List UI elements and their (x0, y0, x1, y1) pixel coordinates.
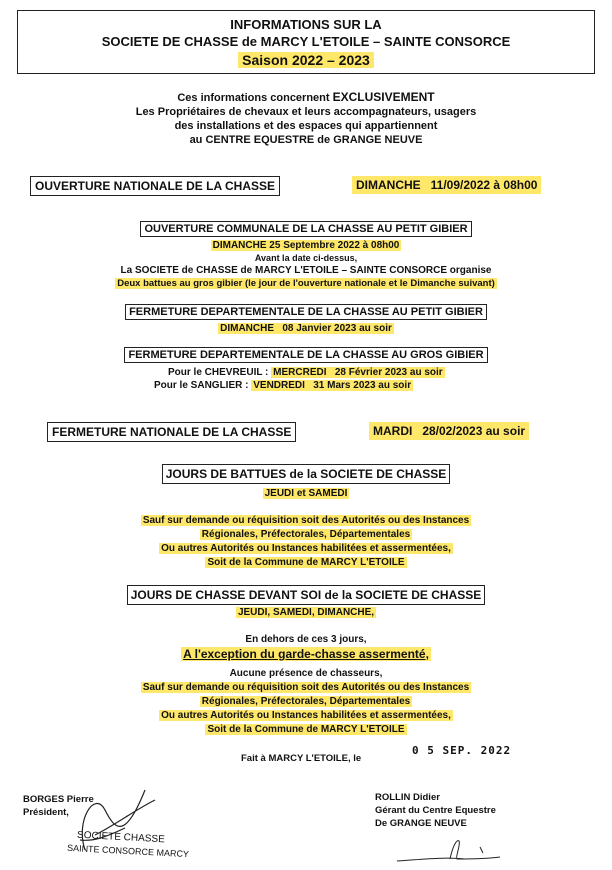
hunting-cond1: Sauf sur demande ou réquisition soit des Autorités ou des Instances (142, 682, 470, 693)
roe-prefix: Pour le CHEVREUIL : (168, 367, 272, 378)
intro-line1 (0, 90, 612, 105)
communal-opening-label: OUVERTURE COMMUNALE DE LA CHASSE AU PETIT GIBIER (140, 221, 471, 237)
battue-days-value: JEUDI et SAMEDI (264, 488, 348, 499)
title-line2: SOCIETE DE CHASSE de MARCY L'ETOILE – SAINTE CONSORCE (101, 34, 511, 49)
hunting-exception: A l'exception du garde-chasse assermenté, (183, 647, 429, 661)
intro-line3: des installations et des espaces qui appartiennent (174, 120, 438, 132)
season-label: Saison 2022 – 2023 (238, 52, 374, 68)
right-signatory-role1: Gérant du Centre Equestre (375, 805, 496, 816)
right-handwritten-signature (395, 835, 525, 867)
hunting-days-label: JOURS DE CHASSE DEVANT SOI de la SOCIETE DE CHASSE (127, 585, 486, 605)
battue-cond1: Sauf sur demande ou réquisition soit des Autorités ou des Instances (142, 515, 470, 526)
hunting-cond2: Régionales, Préfectorales, Départementales (201, 696, 411, 707)
national-opening-label: OUVERTURE NATIONALE DE LA CHASSE (30, 176, 280, 196)
boar-line (154, 379, 413, 392)
communal-note2: La SOCIETE de CHASSE de MARCY L'ETOILE – SAINTE CONSORCE organise (120, 265, 492, 276)
national-closing-date: MARDI 28/02/2023 au soir (369, 422, 529, 440)
made-at: Fait à MARCY L'ETOILE, le (241, 753, 362, 764)
left-signatory-name: BORGES Pierre (23, 794, 94, 805)
small-game-closing-date: DIMANCHE 08 Janvier 2023 au soir (220, 323, 392, 334)
communal-opening-block (0, 223, 612, 235)
intro-prefix: Ces informations concernent (177, 92, 333, 104)
right-signatory-name: ROLLIN Didier (375, 792, 440, 803)
left-handwritten-signature (55, 780, 165, 860)
national-opening-date: DIMANCHE 11/09/2022 à 08h00 (352, 176, 541, 194)
intro-line2: Les Propriétaires de chevaux et leurs accompagnateurs, usagers (135, 106, 477, 118)
communal-opening-date: DIMANCHE 25 Septembre 2022 à 08h00 (212, 240, 400, 251)
title-box (17, 10, 595, 74)
left-stamp-line2: SAINTE CONSORCE MARCY (66, 842, 190, 860)
big-game-closing-label: FERMETURE DEPARTEMENTALE DE LA CHASSE AU GROS GIBIER (124, 347, 487, 363)
left-stamp-line1: SOCIETE CHASSE (76, 829, 166, 846)
boar-date: VENDREDI 31 Mars 2023 au soir (253, 380, 412, 391)
battue-cond2: Régionales, Préfectorales, Départementales (201, 529, 411, 540)
national-closing-label: FERMETURE NATIONALE DE LA CHASSE (47, 422, 296, 442)
hunting-no-presence: Aucune présence de chasseurs, (229, 668, 383, 679)
intro-emphasis: EXCLUSIVEMENT (332, 90, 435, 104)
hunting-cond4: Soit de la Commune de MARCY L'ETOILE (207, 724, 405, 735)
intro-block (0, 90, 612, 147)
hunting-days-value: JEUDI, SAMEDI, DIMANCHE, (237, 607, 375, 618)
date-stamp: 0 5 SEP. 2022 (412, 744, 512, 757)
roe-date: MERCREDI 28 Février 2023 au soir (273, 367, 443, 378)
communal-note1: Avant la date ci-dessus, (254, 253, 358, 263)
boar-prefix: Pour le SANGLIER : (154, 380, 252, 391)
intro-line4: au CENTRE EQUESTRE de GRANGE NEUVE (189, 134, 423, 146)
communal-note3: Deux battues au gros gibier (le jour de l'ouverture nationale et le Dimanche suivant) (117, 278, 495, 289)
battue-cond3: Ou autres Autorités ou Instances habilitées et assermentées, (161, 543, 451, 554)
battue-cond4: Soit de la Commune de MARCY L'ETOILE (207, 557, 405, 568)
title-line1: INFORMATIONS SUR LA (230, 17, 382, 32)
hunting-cond3: Ou autres Autorités ou Instances habilitées et assermentées, (161, 710, 451, 721)
right-signatory-role2: De GRANGE NEUVE (375, 818, 467, 829)
roe-line (168, 366, 445, 379)
left-signatory-role: Président, (23, 807, 69, 818)
battue-days-label: JOURS DE BATTUES de la SOCIETE DE CHASSE (162, 464, 451, 484)
small-game-closing-label: FERMETURE DEPARTEMENTALE DE LA CHASSE AU PETIT GIBIER (125, 304, 487, 320)
hunting-outside: En dehors de ces 3 jours, (245, 634, 367, 645)
